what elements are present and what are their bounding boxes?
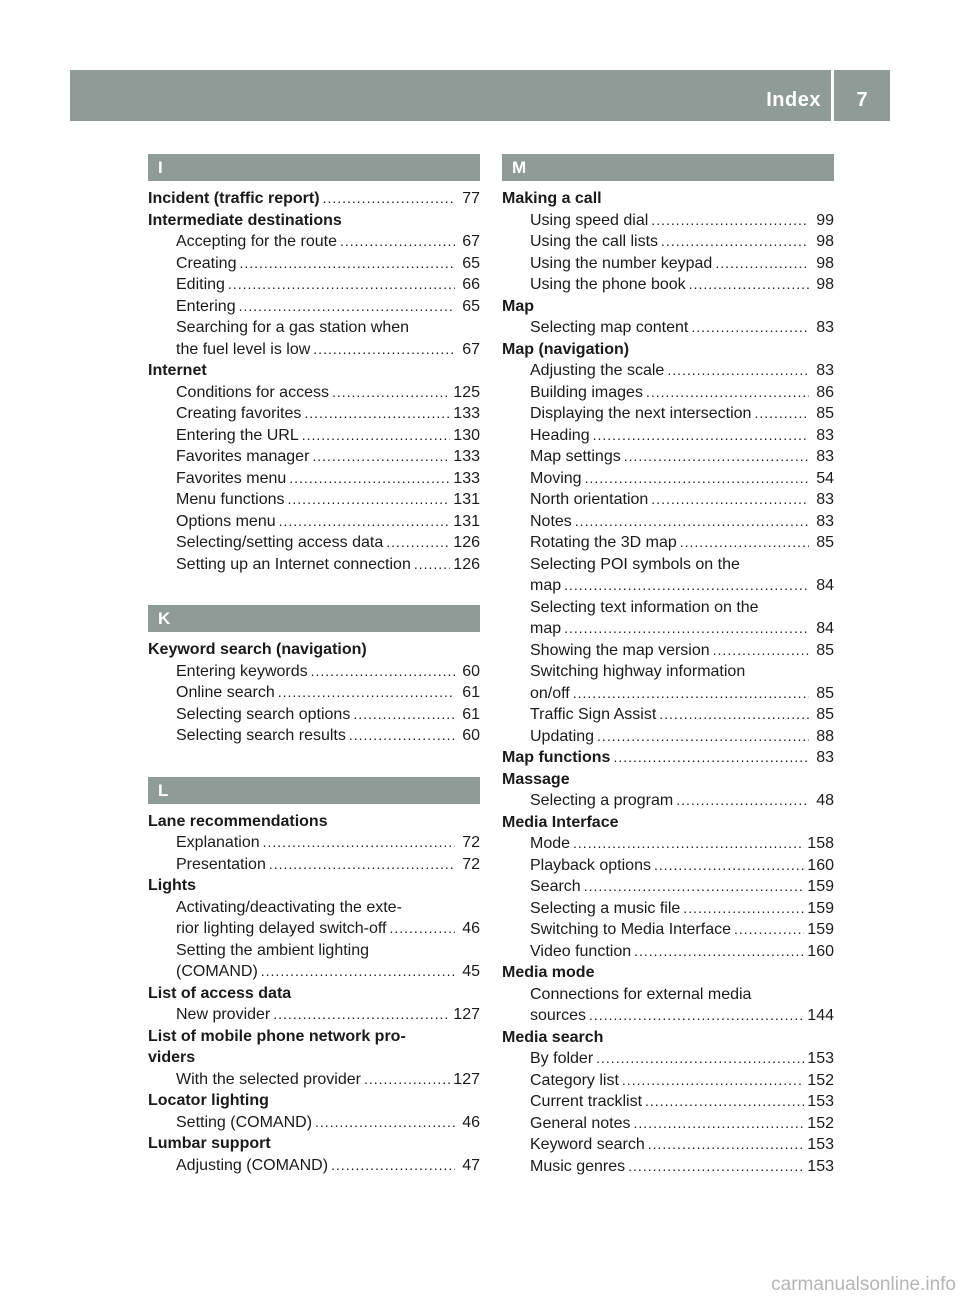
page-ref: 98 [816,233,834,250]
index-entry-heading: List of mobile phone network pro- [148,1027,406,1045]
page-ref: 67 [462,233,480,250]
page-ref: 88 [816,727,834,745]
subentry-text: Switching highway information [530,663,746,680]
dot-leader [659,704,809,726]
index-subentry[interactable] [502,876,834,898]
page-ref: 126 [453,534,480,551]
subentry-label: Selecting search options [176,705,351,723]
index-subentry[interactable] [502,403,834,425]
index-subentry[interactable] [502,1005,834,1027]
dot-leader [651,210,809,232]
index-subentry[interactable] [148,511,480,533]
page-ref: 126 [453,555,480,573]
header-title: Index [766,89,821,111]
index-subentry[interactable] [502,833,834,855]
subentry-label: Current tracklist [530,1093,643,1110]
index-subentry[interactable] [148,468,480,490]
page-ref: 127 [453,1070,480,1088]
page-ref: 159 [807,878,834,895]
subentry-label: Setting up an Internet connection [176,555,411,573]
subentry-label: Rotating the 3D map [530,534,677,551]
page-ref: 133 [453,405,480,422]
subentry-label: Explanation [176,834,260,851]
index-entry-heading: Map [502,297,534,315]
page-ref: 99 [816,211,834,229]
page-ref: 85 [816,706,834,723]
dot-leader [628,1156,804,1178]
dot-leader [261,961,455,983]
subentry-label: Using the call lists [530,233,659,250]
index-subentry[interactable] [148,274,480,296]
subentry-label: Traffic Sign Assist [530,706,657,723]
dot-leader [680,532,809,554]
page-number: 7 [856,89,868,111]
index-subentry[interactable] [148,532,480,554]
dot-leader [414,554,450,576]
subentry-label: on/off [530,684,570,702]
index-subentry[interactable] [502,274,834,296]
index-subentry[interactable] [148,339,480,361]
subentry-label: North orientation [530,491,649,508]
index-subentry[interactable] [502,1134,834,1156]
subentry-label: Mode [530,835,571,852]
index-entry[interactable] [148,188,480,210]
index-subentry[interactable] [148,425,480,447]
page-ref: 61 [462,684,480,701]
dot-leader [289,468,450,490]
page-ref: 83 [816,749,834,766]
dot-leader [311,661,455,683]
index-subentry[interactable] [502,1070,834,1092]
index-subentry[interactable] [502,231,834,253]
subentry-label: Options menu [176,512,276,530]
index-subentry[interactable] [502,317,834,339]
watermark: carmanualsonline.info [771,1274,956,1295]
page-ref: 67 [462,340,480,358]
subentry-label: rior lighting delayed switch-off [176,920,387,937]
subentry-label: Favorites menu [176,469,287,487]
subentry-label: Building images [530,383,643,401]
subentry-label: Using the phone book [530,276,686,293]
dot-leader [573,683,809,705]
page-ref: 158 [807,835,834,852]
subentry-label: the fuel level is low [176,340,311,358]
page-ref: 83 [816,319,834,336]
subentry-label: Setting (COMAND) [176,1113,313,1131]
subentry-label: Playback options [530,856,651,874]
dot-leader [646,382,809,404]
page-ref: 45 [462,963,480,980]
page-ref: 46 [462,1113,480,1131]
index-subentry[interactable] [502,511,834,533]
dot-leader [676,790,809,812]
index-subentry[interactable] [148,1112,480,1134]
subentry-label: Search [530,878,581,895]
index-subentry[interactable] [148,854,480,876]
index-subentry[interactable] [502,489,834,511]
index-entry-heading: Internet [148,362,207,379]
dot-leader [597,726,809,748]
page-ref: 153 [807,1136,834,1153]
subentry-label: Favorites manager [176,448,310,465]
page-ref: 83 [816,512,834,530]
page-ref: 66 [462,276,480,293]
dot-leader [585,468,809,490]
page-ref: 159 [807,921,834,938]
subentry-label: sources [530,1007,587,1024]
dot-leader [288,489,451,511]
subentry-label: Entering keywords [176,662,308,680]
dot-leader [349,725,455,747]
dot-leader [715,253,809,275]
page-ref: 86 [816,383,834,401]
dot-leader [593,425,809,447]
index-subentry[interactable] [502,382,834,404]
page-ref: 65 [462,297,480,315]
dot-leader [564,618,809,640]
subentry-text: Selecting text information on the [530,598,759,616]
subentry-label: Switching to Media Interface [530,921,731,938]
index-column-left [148,154,480,1176]
dot-leader [239,296,455,318]
page-ref: 85 [816,641,834,659]
index-subentry[interactable] [502,1091,834,1113]
index-subentry[interactable] [502,360,834,382]
subentry-label: General notes [530,1114,631,1132]
page-ref: 125 [453,383,480,401]
index-subentry[interactable] [148,446,480,468]
index-entry-heading: Making a call [502,190,602,207]
page-ref: 83 [816,426,834,444]
subentry-label: Creating favorites [176,405,302,422]
index-entry-heading: Keyword search (navigation) [148,641,367,658]
subentry-label: Selecting search results [176,727,346,744]
index-subentry[interactable] [502,253,834,275]
subentry-label: Selecting a music file [530,899,681,917]
dot-leader [304,403,450,425]
dot-leader [589,1005,804,1027]
page-ref: 144 [807,1007,834,1024]
index-subentry[interactable] [502,446,834,468]
index-subentry[interactable] [148,682,480,704]
subentry-label: Updating [530,727,595,745]
subentry-label: Online search [176,684,275,701]
subentry-label: Using the number keypad [530,254,713,272]
page-ref: 84 [816,577,834,594]
subentry-label: Editing [176,276,225,293]
dot-leader [645,1091,804,1113]
dot-leader [340,231,455,253]
subentry-label: Using speed dial [530,211,649,229]
page-header [70,70,890,121]
section-header-m: M [502,154,834,181]
dot-leader [584,876,805,898]
subentry-label: Adjusting (COMAND) [176,1156,329,1174]
dot-leader [654,855,804,877]
page-ref: 133 [453,469,480,487]
index-entry-heading: Media Interface [502,813,619,831]
dot-leader [713,640,809,662]
dot-leader [331,1155,455,1177]
subentry-text: Searching for a gas station when [176,319,410,336]
subentry-label: (COMAND) [176,963,258,980]
index-subentry[interactable] [148,1155,480,1177]
index-subentry[interactable] [502,1113,834,1135]
page-ref: 127 [453,1006,480,1023]
index-subentry[interactable] [148,403,480,425]
index-column-right [502,154,834,1177]
index-subentry[interactable] [148,253,480,275]
dot-leader [389,918,455,940]
dot-leader [648,1134,805,1156]
subentry-label: By folder [530,1050,594,1067]
page-ref: 153 [807,1093,834,1110]
dot-leader [613,747,809,769]
index-entry-heading: Locator lighting [148,1092,269,1109]
index-subentry[interactable] [148,231,480,253]
page-ref: 153 [807,1157,834,1175]
subentry-label: Adjusting the scale [530,362,665,379]
page-ref: 60 [462,727,480,744]
index-entry-heading: Lumbar support [148,1135,271,1152]
dot-leader [634,1113,805,1135]
subentry-label: With the selected provider [176,1070,361,1088]
index-subentry[interactable] [502,618,834,640]
page-ref: 152 [807,1114,834,1132]
section-header-k: K [148,605,480,632]
index-entry-heading: List of access data [148,984,292,1002]
subentry-label: New provider [176,1006,271,1023]
index-subentry[interactable] [148,296,480,318]
subentry-text: Setting the ambient lighting [176,941,370,959]
index-subentry[interactable] [502,704,834,726]
page-ref: 130 [453,426,480,444]
page-ref: 98 [816,276,834,293]
index-entry-heading: Lane recommendations [148,812,328,830]
dot-leader [596,1048,804,1070]
index-subentry[interactable] [502,726,834,748]
subentry-label: Creating [176,254,237,272]
subentry-label: Video function [530,942,632,960]
index-subentry[interactable] [502,210,834,232]
index-subentry[interactable] [148,661,480,683]
page-ref: 60 [462,662,480,680]
section-header-i: I [148,154,480,181]
dot-leader [364,1069,450,1091]
page-ref: 133 [453,448,480,465]
page-ref: 83 [816,362,834,379]
index-subentry[interactable] [148,725,480,747]
dot-leader [228,274,455,296]
index-entry-heading: Lights [148,877,196,894]
subentry-label: Selecting a program [530,792,674,809]
index-entry[interactable] [502,747,834,769]
dot-leader [323,188,455,210]
dot-leader [315,1112,455,1134]
page-ref: 131 [453,491,480,508]
dot-leader [278,682,455,704]
index-subentry[interactable] [148,382,480,404]
page-ref: 85 [816,684,834,702]
entry-label: Incident (traffic report) [148,190,320,207]
subentry-label: Entering [176,297,236,315]
page-ref: 152 [807,1071,834,1089]
page-ref: 61 [462,705,480,723]
dot-leader [573,833,804,855]
dot-leader [734,919,804,941]
subentry-label: Keyword search [530,1136,645,1153]
dot-leader [661,231,809,253]
dot-leader [683,898,804,920]
index-subentry[interactable] [148,554,480,576]
index-subentry[interactable] [502,683,834,705]
dot-leader [575,511,809,533]
dot-leader [279,511,451,533]
index-entry-heading: viders [148,1049,196,1066]
subentry-label: Heading [530,426,590,444]
page-ref: 131 [453,512,480,530]
subentry-label: Menu functions [176,491,285,508]
page-ref: 65 [462,254,480,272]
page-ref: 47 [462,1156,480,1174]
subentry-label: Showing the map version [530,641,710,659]
page-ref: 160 [807,856,834,874]
page-ref: 153 [807,1050,834,1067]
subentry-label: Conditions for access [176,383,329,401]
subentry-label: Accepting for the route [176,233,337,250]
page-ref: 72 [462,855,480,873]
page-ref: 46 [462,920,480,937]
dot-leader [302,425,451,447]
dot-leader [754,403,809,425]
dot-leader [691,317,809,339]
subentry-label: Moving [530,469,582,487]
index-entry-heading: Intermediate destinations [148,211,342,229]
index-subentry[interactable] [148,1004,480,1026]
index-subentry[interactable] [502,532,834,554]
index-subentry[interactable] [148,918,480,940]
dot-leader [269,854,455,876]
page-ref: 85 [816,534,834,551]
index-subentry[interactable] [502,855,834,877]
page-ref: 72 [462,834,480,851]
index-subentry[interactable] [148,832,480,854]
page-ref: 84 [816,620,834,637]
subentry-label: Presentation [176,855,266,873]
subentry-label: Notes [530,512,572,530]
page-ref: 54 [816,469,834,487]
subentry-text: Activating/deactivating the exte- [176,898,402,916]
dot-leader [313,339,455,361]
subentry-label: Music genres [530,1157,626,1175]
index-subentry[interactable] [502,919,834,941]
page-ref: 98 [816,254,834,272]
index-subentry[interactable] [502,1048,834,1070]
subentry-label: Entering the URL [176,426,299,444]
index-subentry[interactable] [502,640,834,662]
dot-leader [353,704,455,726]
index-subentry[interactable] [502,425,834,447]
dot-leader [386,532,450,554]
subentry-text: Connections for external media [530,985,752,1003]
dot-leader [312,446,450,468]
dot-leader [667,360,809,382]
index-entry-heading: Media search [502,1028,604,1046]
subentry-label: map [530,620,562,637]
subentry-label: Category list [530,1071,619,1089]
dot-leader [634,941,804,963]
index-subentry[interactable] [502,790,834,812]
dot-leader [273,1004,450,1026]
dot-leader [263,832,455,854]
index-subentry[interactable] [148,489,480,511]
dot-leader [239,253,455,275]
page-ref: 159 [807,899,834,917]
section-header-l: L [148,777,480,804]
index-entry-heading: Massage [502,770,570,788]
index-subentry[interactable] [148,704,480,726]
index-subentry[interactable] [502,575,834,597]
dot-leader [622,1070,804,1092]
dot-leader [689,274,809,296]
dot-leader [651,489,809,511]
dot-leader [564,575,809,597]
entry-label: Map functions [502,749,611,766]
subentry-label: Map settings [530,448,621,465]
dot-leader [332,382,450,404]
index-subentry[interactable] [148,961,480,983]
index-subentry[interactable] [502,468,834,490]
subentry-label: Selecting/setting access data [176,534,384,551]
page-ref: 83 [816,448,834,465]
page-ref: 85 [816,405,834,422]
index-subentry[interactable] [148,1069,480,1091]
page-ref: 83 [816,491,834,508]
subentry-text: Selecting POI symbols on the [530,555,740,573]
index-subentry[interactable] [502,898,834,920]
index-subentry[interactable] [502,941,834,963]
subentry-label: Selecting map content [530,319,689,336]
index-entry-heading: Map (navigation) [502,340,630,358]
subentry-label: map [530,577,562,594]
page-ref: 77 [462,190,480,207]
index-subentry[interactable] [502,1156,834,1178]
page-ref: 160 [807,942,834,960]
index-entry-heading: Media mode [502,964,595,981]
page-ref: 48 [816,792,834,809]
subentry-label: Displaying the next intersection [530,405,752,422]
dot-leader [624,446,809,468]
